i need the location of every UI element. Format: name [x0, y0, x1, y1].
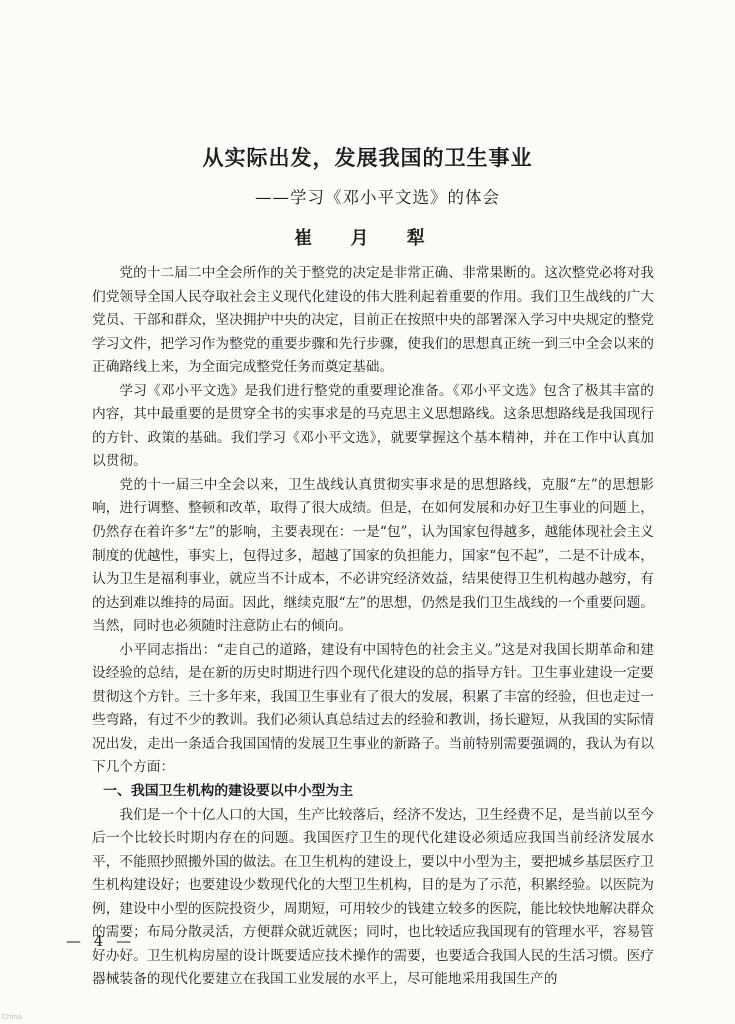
page-number: — 4 —	[66, 932, 136, 950]
author-name: 崔 月 犁	[294, 228, 441, 249]
paragraph-1: 党的十二届二中全会所作的关于整党的决定是非常正确、非常果断的。这次整党必将对我们党领导全国人民夺取社会主义现代化建设的伟大胜利起着重要的作用。我们卫生战线的广大党员、干部和群众，坚决拥护中央的决定，目前正在按照中央的部署深入学习中央规定的整党学习文件，把学习作为整党的重要步骤和先行步骤，使我们的思想真正统一到三中全会以来的正确路线上来，为全面完成整党任务而奠定基础。	[92, 265, 654, 376]
article-subtitle: ——学习《邓小平文选》的体会	[255, 188, 500, 207]
paragraph-2: 学习《邓小平文选》是我们进行整党的重要理论准备。《邓小平文选》包含了极其丰富的内容，其中最重要的是贯穿全书的实事求是的马克思主义思想路线。这条思想路线是我国现行的方针、政策的基础。我们学习《邓小平文选》，就要掌握这个基本精神，并在工作中认真加以贯彻。	[92, 382, 654, 470]
section-heading: 一、我国卫生机构的建设要以中小型为主	[103, 783, 354, 800]
article-title: 从实际出发，发展我国的卫生事业	[202, 146, 533, 170]
section-paragraph: 我们是一个十亿人口的大国，生产比较落后，经济不发达，卫生经费不足，是当前以至今后一个比较长时期内存在的问题。我国医疗卫生的现代化建设必须适应我国当前经济发展水平，不能照抄照搬外国的做法。在卫生机构的建设上，要以中小型为主，要把城乡基层医疗卫生机构建设好；也要建设少数现代化的大型卫生机构，目的是为了示范，积累经验。以医院为例，建设中小型的医院投资少，周期短，可用较少的钱建立较多的医院，能比较快地解决群众的需要；布局分散灵活，方便群众就近就医；同时，也比较适应我国现有的管理水平，容易管好办好。卫生机构房屋的设计既要适应技术操作的需要，也要适合我国人民的生活习惯。医疗器械装备的现代化要建立在我国工业发展的水平上，尽可能地采用我国生产的	[92, 806, 654, 988]
paragraph-4: 小平同志指出：“走自己的道路，建设有中国特色的社会主义。”这是对我国长期革命和建设经验的总结，是在新的历史时期进行四个现代化建设的总的指导方针。卫生事业建设一定要贯彻这个方针。三十多年来，我国卫生事业有了很大的发展，积累了丰富的经验，但也走过一些弯路，有过不少的教训。我们必须认真总结过去的经验和教训，扬长避短，从我国的实际情况出发，走出一条适合我国国情的发展卫生事业的新路子。当前特别需要强调的，我认为有以下几个方面：	[92, 641, 654, 776]
article-body	[92, 262, 654, 992]
paragraph-3: 党的十一届三中全会以来，卫生战线认真贯彻实事求是的思想路线，克服“左”的思想影响，进行调整、整顿和改革，取得了很大成绩。但是，在如何发展和办好卫生事业的问题上，仍然存在着许多“左”的影响，主要表现在：一是“包”，认为国家包得越多，越能体现社会主义制度的优越性，事实上，包得过多，超越了国家的负担能力，国家“包不起”，二是不计成本，认为卫生是福利事业，就应当不计成本，不必讲究经济效益，结果使得卫生机构越办越穷，有的达到难以维持的局面。因此，继续克服“左”的思想，仍然是我们卫生战线的一个重要问题。当然，同时也必须随时注意防止右的倾向。	[92, 476, 654, 635]
scan-stamp: China	[2, 1013, 22, 1021]
